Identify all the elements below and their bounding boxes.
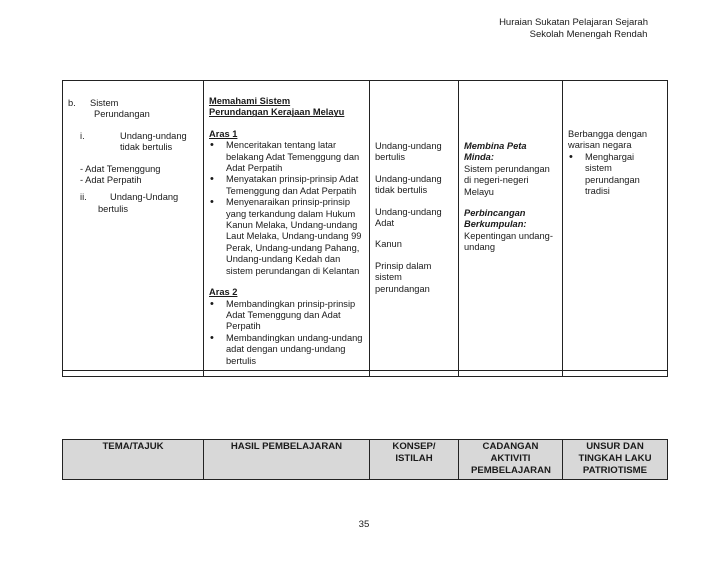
- activity-title: Perbincangan Berkumpulan:: [464, 208, 527, 230]
- adat-list: - Adat Temenggung - Adat Perpatih: [80, 163, 161, 186]
- table-row: [63, 370, 668, 376]
- concept-item: Kanun: [375, 239, 402, 250]
- patriotism-cell: [563, 81, 668, 371]
- column-header: CADANGAN AKTIVITI PEMBELAJARAN: [459, 440, 563, 480]
- learning-outcome-cell: [204, 81, 370, 371]
- table-row: [63, 81, 668, 371]
- concept-item: Prinsip dalam sistem perundangan: [375, 260, 432, 294]
- aras-1-heading: Aras 1: [209, 128, 238, 139]
- page-header: [499, 17, 648, 41]
- outcome-title: Memahami Sistem Perundangan Kerajaan Melayu: [209, 96, 345, 118]
- aras-1-list: [209, 140, 365, 277]
- item-i-text: Undang-undang tidak bertulis: [120, 130, 187, 153]
- item-b-label: b.: [68, 98, 76, 108]
- concept-cell: [370, 81, 459, 371]
- list-item: • Membandingkan undang-undang adat dengan undang-undang bertulis: [209, 333, 365, 367]
- page-number: 35: [358, 519, 370, 530]
- concept-item: Undang-undang bertulis: [375, 141, 442, 163]
- item-ii-text-2: bertulis: [98, 203, 128, 214]
- list-item: • Menghargai sistem perundangan tradisi: [568, 152, 663, 198]
- list-item: • Membandingkan prinsip-prinsip Adat Temenggung dan Adat Perpatih: [209, 299, 365, 333]
- column-header-table: [62, 439, 668, 480]
- theme-cell: [63, 81, 204, 371]
- patriotism-list: [568, 152, 663, 198]
- concept-item: Undang-undang tidak bertulis: [375, 173, 442, 196]
- aras-2-heading: Aras 2: [209, 287, 238, 298]
- list-item: • Menyatakan prinsip-prinsip Adat Temenggung dan Adat Perpatih: [209, 174, 365, 197]
- column-header: HASIL PEMBELAJARAN: [204, 440, 370, 480]
- list-item: • Menyenaraikan prinsip-prinsip yang terkandung dalam Hukum Kanun Melaka, Undang-undang Laut Melaka, Undang-undang 99 Perak, Undang-undang Pahang, Undang-undang Kedah dan sistem perundangan di Kelantan: [209, 197, 365, 277]
- patriotism-intro: Berbangga dengan warisan negara: [568, 129, 648, 151]
- syllabus-table: [62, 80, 668, 377]
- list-item: • Menceritakan tentang latar belakang Adat Temenggung dan Adat Perpatih: [209, 140, 365, 174]
- column-header: UNSUR DAN TINGKAH LAKU PATRIOTISME: [563, 440, 668, 480]
- header-subtitle: Sekolah Menengah Rendah: [529, 29, 648, 40]
- item-b-title: Sistem Perundangan: [90, 98, 150, 120]
- column-header: TEMA/TAJUK: [63, 440, 204, 480]
- activity-cell: [459, 81, 563, 371]
- item-ii-text: Undang-Undang: [110, 192, 179, 203]
- item-ii-label: ii.: [80, 192, 87, 203]
- activity-title: Membina Peta Minda:: [464, 141, 527, 163]
- aras-2-list: [209, 299, 365, 367]
- column-header: KONSEP/ ISTILAH: [370, 440, 459, 480]
- activity-text: Sistem perundangan di negeri-negeri Melayu: [464, 163, 550, 197]
- header-title: Huraian Sukatan Pelajaran Sejarah: [499, 17, 648, 28]
- concept-item: Undang-undang Adat: [375, 206, 442, 229]
- activity-text: Kepentingan undang-undang: [464, 230, 553, 253]
- item-i-label: i.: [80, 130, 85, 141]
- table-row: [63, 440, 668, 480]
